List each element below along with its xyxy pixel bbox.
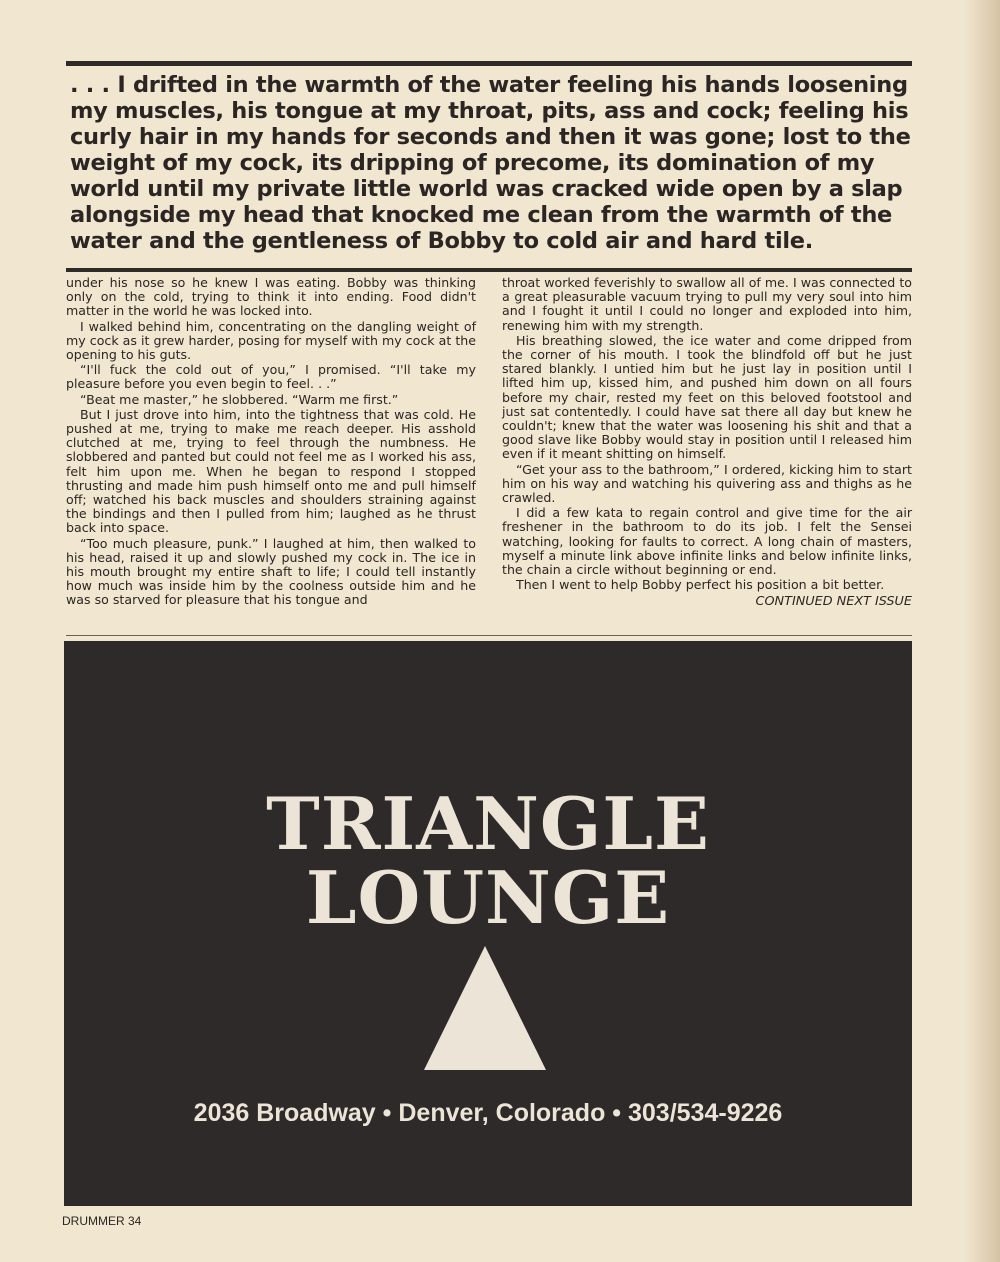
triangle-logo-icon xyxy=(422,944,548,1072)
continued-notice: CONTINUED NEXT ISSUE xyxy=(755,594,912,610)
ad-divider-rule xyxy=(66,635,912,636)
paragraph: “I'll fuck the cold out of you,” I promised. “I'll take my pleasure before you even begin to feel. . .” xyxy=(66,362,476,392)
paragraph: I walked behind him, concentrating on the dangling weight of my cock as it grew harder, posing for myself with my cock at the opening to his guts. xyxy=(66,318,476,363)
ad-title-line-2: LOUNGE xyxy=(305,855,671,940)
article-column-right xyxy=(502,276,912,611)
top-rule xyxy=(66,61,912,66)
paragraph: But I just drove into him, into the tightness that was cold. He pushed at me, trying to make me reach deeper. His asshold clutched at me, trying to feel through the numbness. He slobbered and panted but could not feel me as I worked his ass, felt him upon me. When he began to respond I stopped thrusting and made him push himself onto me and pull himself off; watched his back muscles and shoulders straining against the bindings and then I pulled from him; laughed as he thrust back into space. xyxy=(66,406,476,536)
paragraph: I did a few kata to regain control and give time for the air freshener in the bathroom to do its job. I felt the Sensei watching, looking for faults to correct. A long chain of masters, myself a minute link above infinite links and below infinite links, the chain a circle without beginning or end. xyxy=(502,505,912,578)
paragraph: “Beat me master,” he slobbered. “Warm me first.” xyxy=(80,391,399,407)
paragraph: throat worked feverishly to swallow all of me. I was connected to a great pleasurable vacuum trying to pull my very soul into him and I fought it until I could no longer and exploded into him, renewing him with my strength. xyxy=(502,275,912,333)
paragraph: “Too much pleasure, punk.” I laughed at him, then walked to his head, raised it up and slowly pushed my cock in. The ice in his mouth brought my entire shaft to life; I could tell instantly how much was inside him by the coolness outside him and he was so starved for pleasure that his tongue and xyxy=(66,535,476,608)
triangle-lounge-advertisement xyxy=(64,641,912,1206)
page-folio: DRUMMER 34 xyxy=(62,1214,142,1228)
page-edge-shadow xyxy=(964,0,1000,1262)
pull-quote-bottom-rule xyxy=(66,268,912,272)
paragraph: Then I went to help Bobby perfect his position a bit better. xyxy=(516,577,885,593)
paragraph: under his nose so he knew I was eating. Bobby was thinking only on the cold, trying to think it into ending. Food didn't matter in the world he was locked into. xyxy=(66,275,476,319)
ad-title-line-1: TRIANGLE xyxy=(266,781,710,866)
pull-quote: . . . I drifted in the warmth of the water feeling his hands loosening my muscles, his tongue at my throat, pits, ass and cock; feeling his curly hair in my hands for seconds and then it was gone; lost to the weight of my cock, its dripping of precome, its domination of my world until my private little world was cracked wide open by a slap alongside my head that knocked me clean from the warmth of the water and the gentleness of Bobby to cold air and hard tile. xyxy=(70,72,911,254)
article-column-left xyxy=(66,276,476,609)
paragraph: “Get your ass to the bathroom,” I ordered, kicking him to start him on his way and watching his quivering ass and thighs as he crawled. xyxy=(502,461,912,506)
paragraph: His breathing slowed, the ice water and come dripped from the corner of his mouth. I took the blindfold off but he just stared blankly. I untied him but he just lay in position until I lifted him up, kissed him, and pushed him down on all fours before my chair, rested my feet on this beloved footstool and just sat contentedly. I could have sat there all day but knew he couldn't; knew that the water was loosening his shit and that a good slave like Bobby would stay in position until I released him even if it meant shitting on himself. xyxy=(502,332,912,462)
ad-address: 2036 Broadway • Denver, Colorado • 303/534-9226 xyxy=(193,1099,783,1127)
